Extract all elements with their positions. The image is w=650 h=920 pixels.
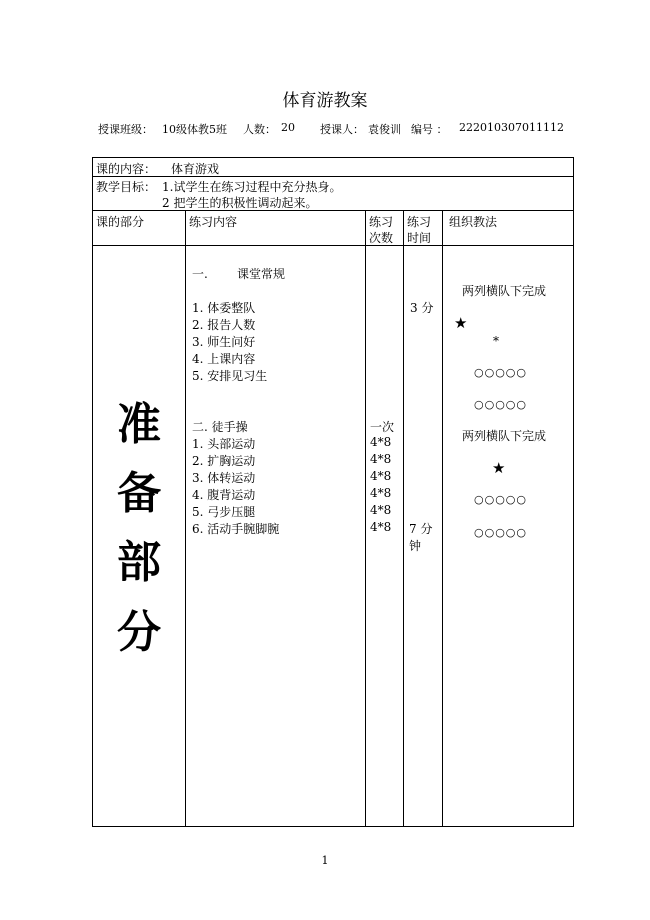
header-part: 课的部分 — [96, 215, 145, 229]
row-divider — [92, 176, 574, 177]
section2-duration-1: 7 分 — [409, 522, 433, 536]
table-top-border — [92, 157, 574, 158]
count-value: 20 — [281, 121, 295, 134]
teacher-label: 授课人： — [320, 123, 364, 136]
number-label: 编号 ： — [411, 123, 448, 136]
student-row-icon: ○○○○○ — [474, 526, 527, 539]
section2-item: 6. 活动手腕脚腕 — [192, 522, 280, 536]
goal-line-2: 2 把学生的积极性调动起来。 — [162, 196, 318, 210]
section2-times: 4*8 — [370, 435, 392, 449]
goal-label: 教学目标： — [96, 180, 157, 194]
section2-duration-2: 钟 — [409, 539, 422, 553]
section1-item: 4. 上课内容 — [192, 352, 256, 366]
page-title: 体育游教案 — [282, 91, 368, 111]
header-times-2: 次数 — [369, 231, 394, 245]
section1-item: 5. 安排见习生 — [192, 369, 268, 383]
teacher-star-icon: ★ — [454, 314, 468, 332]
header-organize: 组织教法 — [449, 215, 498, 229]
table-bottom-border — [92, 826, 574, 827]
student-row-icon: ○○○○○ — [474, 398, 527, 411]
header-duration-1: 练习 — [407, 215, 432, 229]
student-row-icon: ○○○○○ — [474, 493, 527, 506]
row-divider — [92, 245, 574, 246]
section2-times: 4*8 — [370, 520, 392, 534]
header-duration-2: 时间 — [407, 231, 432, 245]
column-divider — [185, 210, 186, 826]
class-value: 10级体教5班 — [162, 123, 227, 136]
section-char: 部 — [117, 537, 161, 588]
asterisk-marker: * — [493, 334, 499, 348]
section-char: 分 — [117, 607, 161, 658]
content-label: 课的内容： — [96, 162, 157, 176]
table-right-border — [573, 157, 574, 827]
teacher-star-icon: ★ — [492, 459, 506, 477]
teacher-value: 袁俊训 — [368, 123, 401, 136]
content-value: 体育游戏 — [171, 162, 220, 176]
page-number: 1 — [321, 854, 329, 867]
section2-item: 1. 头部运动 — [192, 437, 256, 451]
section2-times: 4*8 — [370, 503, 392, 517]
section2-item: 5. 弓步压腿 — [192, 505, 256, 519]
column-divider — [403, 210, 404, 826]
section1-item: 1. 体委整队 — [192, 301, 256, 315]
section1-heading: 课堂常规 — [237, 267, 286, 281]
column-divider — [442, 210, 443, 826]
formation-text-1: 两列横队下完成 — [462, 284, 547, 298]
section2-times: 4*8 — [370, 452, 392, 466]
goal-line-1: 1.试学生在练习过程中充分热身。 — [162, 180, 342, 194]
section2-item: 2. 扩胸运动 — [192, 454, 256, 468]
count-label: 人数： — [243, 123, 276, 136]
section2-item: 4. 腹背运动 — [192, 488, 256, 502]
number-value: 222010307011112 — [459, 121, 564, 134]
student-row-icon: ○○○○○ — [474, 366, 527, 379]
section2-times: 4*8 — [370, 469, 392, 483]
section1-item: 2. 报告人数 — [192, 318, 256, 332]
section-char: 准 — [117, 399, 161, 450]
section1-item: 3. 师生问好 — [192, 335, 256, 349]
section2-item: 3. 体转运动 — [192, 471, 256, 485]
class-label: 授课班级： — [98, 123, 153, 136]
section2-times: 一次 — [370, 420, 395, 434]
header-practice: 练习内容 — [189, 215, 238, 229]
header-times-1: 练习 — [369, 215, 394, 229]
section2-heading: 二. 徒手操 — [192, 420, 248, 434]
section-char: 备 — [117, 468, 161, 519]
section2-times: 4*8 — [370, 486, 392, 500]
formation-text-2: 两列横队下完成 — [462, 429, 547, 443]
column-divider — [365, 210, 366, 826]
section1-duration: 3 分 — [410, 301, 434, 315]
section1-heading-number: 一. — [192, 267, 208, 281]
